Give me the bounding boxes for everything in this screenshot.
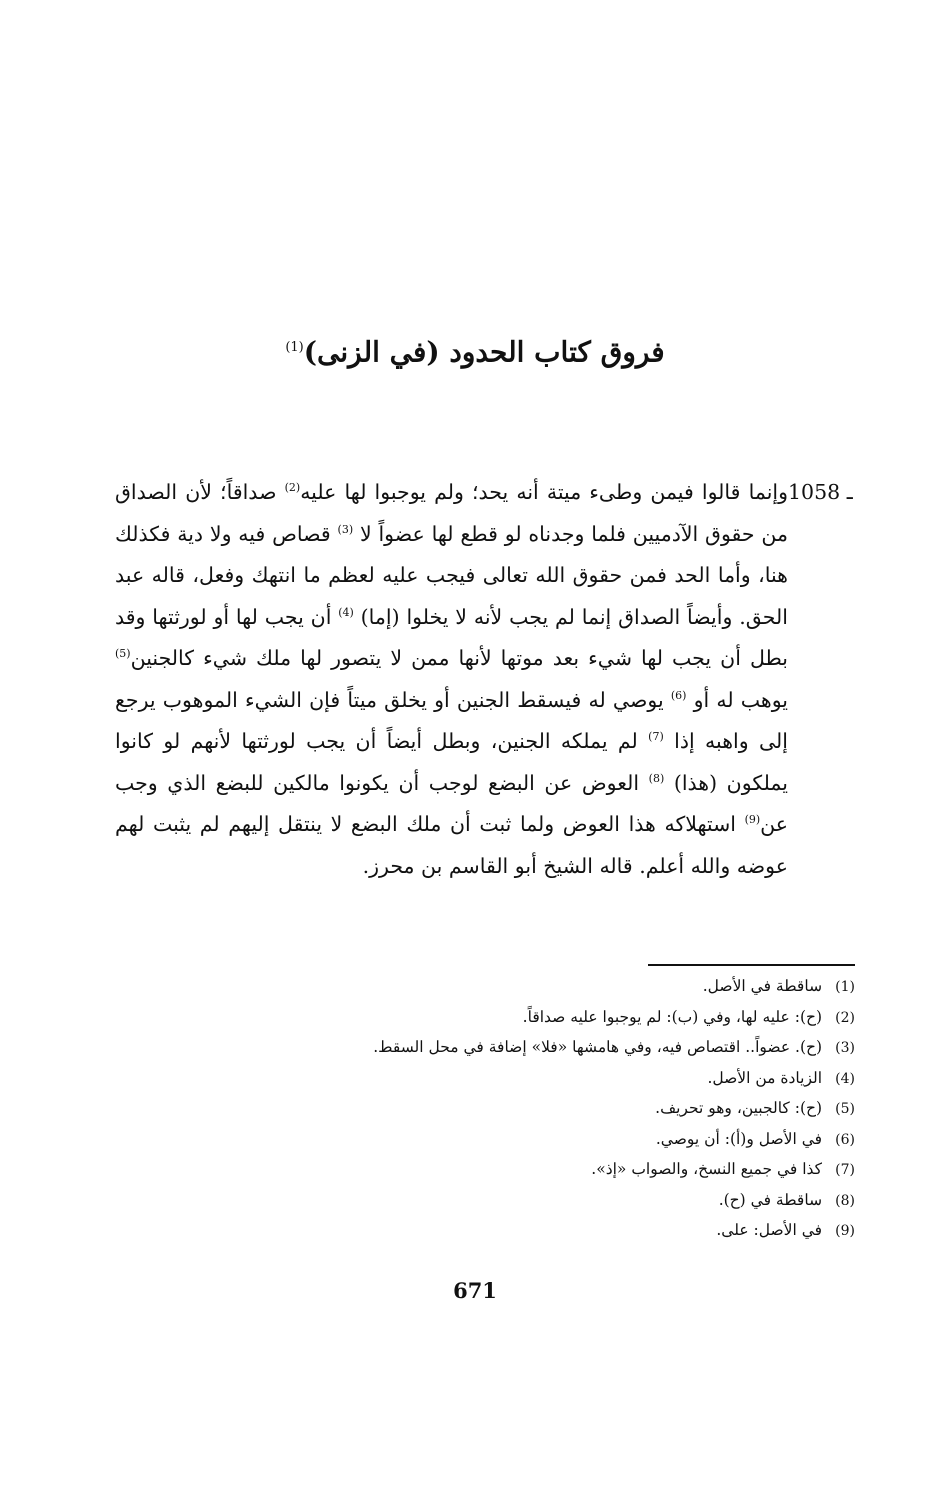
chapter-title [0,318,950,382]
footnote-2 [115,1003,855,1034]
text-segment: أن يجب لها أو لورثتها وقد بطل أن يجب لها شيء بعد موتها لأنها ممن لا يتصور لها ملك شيء كالجنين [115,604,788,670]
footnote-number: (2) [835,1009,855,1026]
footnote-number: (5) [835,1101,855,1117]
text-segment: يوهب له أو [686,687,788,712]
text-segment: وإنما قالوا فيمن وطىء ميتة أنه يحد؛ ولم يوجبوا لها عليه [300,480,788,504]
footnote-ref-4: (4) [338,605,354,619]
footnote-number: (9) [835,1223,855,1239]
footnote-7 [115,1155,855,1186]
footnote-8 [115,1186,855,1217]
footnote-9 [115,1216,855,1247]
footnote-ref-8: (8) [648,771,665,785]
page-number: 671 [453,1278,497,1303]
text-segment: استهلاكه هذا العوض ولما ثبت أن ملك البضع لا ينتقل إليهم لم يثبت لهم عوضه والله أعلم. قاله الشيخ أبو القاسم بن محرز. [115,812,788,878]
footnote-number: (4) [835,1070,855,1087]
text-segment: يوصي له فيسقط الجنين أو يخلق ميتاً فإن الشيء الموهوب يرجع إلى واهبه إذا [115,687,788,753]
footnote-text: (ح): كالجبين، وهو تحريف. [655,1099,823,1117]
footnote-4 [115,1064,855,1095]
footnote-5 [115,1094,855,1125]
footnote-ref-6: (6) [670,688,687,702]
footnote-ref-2: (2) [284,481,301,495]
footnote-text: ساقطة في (ح). [718,1190,823,1209]
footnote-ref-9: (9) [744,813,761,827]
footnote-ref-5: (5) [115,647,131,661]
text-segment: قصاص فيه ولا دية فكذلك هنا، وأما الحد فمن حقوق الله تعالى فيجب عليه لعظم ما انتهك وفعل، قاله عبد الحق. وأيضاً الصداق إنما لم يجب لأنه لا يخلوا (إما) [115,521,788,629]
chapter-title-text: فروق كتاب الحدود (في الزنى) [303,335,665,369]
footnote-number: (7) [835,1162,855,1178]
footnote-number: (1) [835,979,855,995]
footnote-ref-7: (7) [648,730,664,744]
footnote-ref-3: (3) [337,522,354,536]
main-text [115,472,860,887]
footnote-separator [648,964,855,966]
chapter-title-note: (1) [285,340,304,355]
paragraph-1058 [115,472,860,887]
footnote-number: (6) [835,1131,855,1148]
footnote-text: في الأصل: على. [716,1221,823,1239]
footnote-text: (ح): عليه لها، وفي (ب): لم يوجبوا عليه صداقاً. [522,1007,823,1026]
footnotes [115,972,855,1247]
footnote-number: (8) [835,1192,855,1209]
footnote-6 [115,1125,855,1156]
text-segment: لم يملكه الجنين، وبطل أيضاً أن يجب لورثتها لأنهم لو كانوا يملكون (هذا) [115,729,788,795]
footnote-text: كذا في جميع النسخ، والصواب «إذ». [591,1160,823,1178]
paragraph-number: 1058 ـ [788,480,853,504]
footnote-text: (ح). عضواً.. اقتصاص فيه، وفي هامشها «فلا» إضافة في محل السقط. [373,1038,823,1056]
footnote-1 [115,972,855,1003]
text-segment: العوض عن البضع لوجب أن يكونوا مالكين للبضع الذي وجب عن [115,770,788,836]
footnote-text: في الأصل و(أ): أن يوصي. [655,1129,823,1148]
footnote-3 [115,1033,855,1064]
footnote-text: الزيادة من الأصل. [707,1068,823,1087]
footnote-text: ساقطة في الأصل. [702,977,823,995]
footnote-number: (3) [835,1040,855,1056]
text-segment: صداقاً؛ لأن الصداق من حقوق الآدميين فلما وجدناه لو قطع لها عضواً لا [115,480,788,546]
